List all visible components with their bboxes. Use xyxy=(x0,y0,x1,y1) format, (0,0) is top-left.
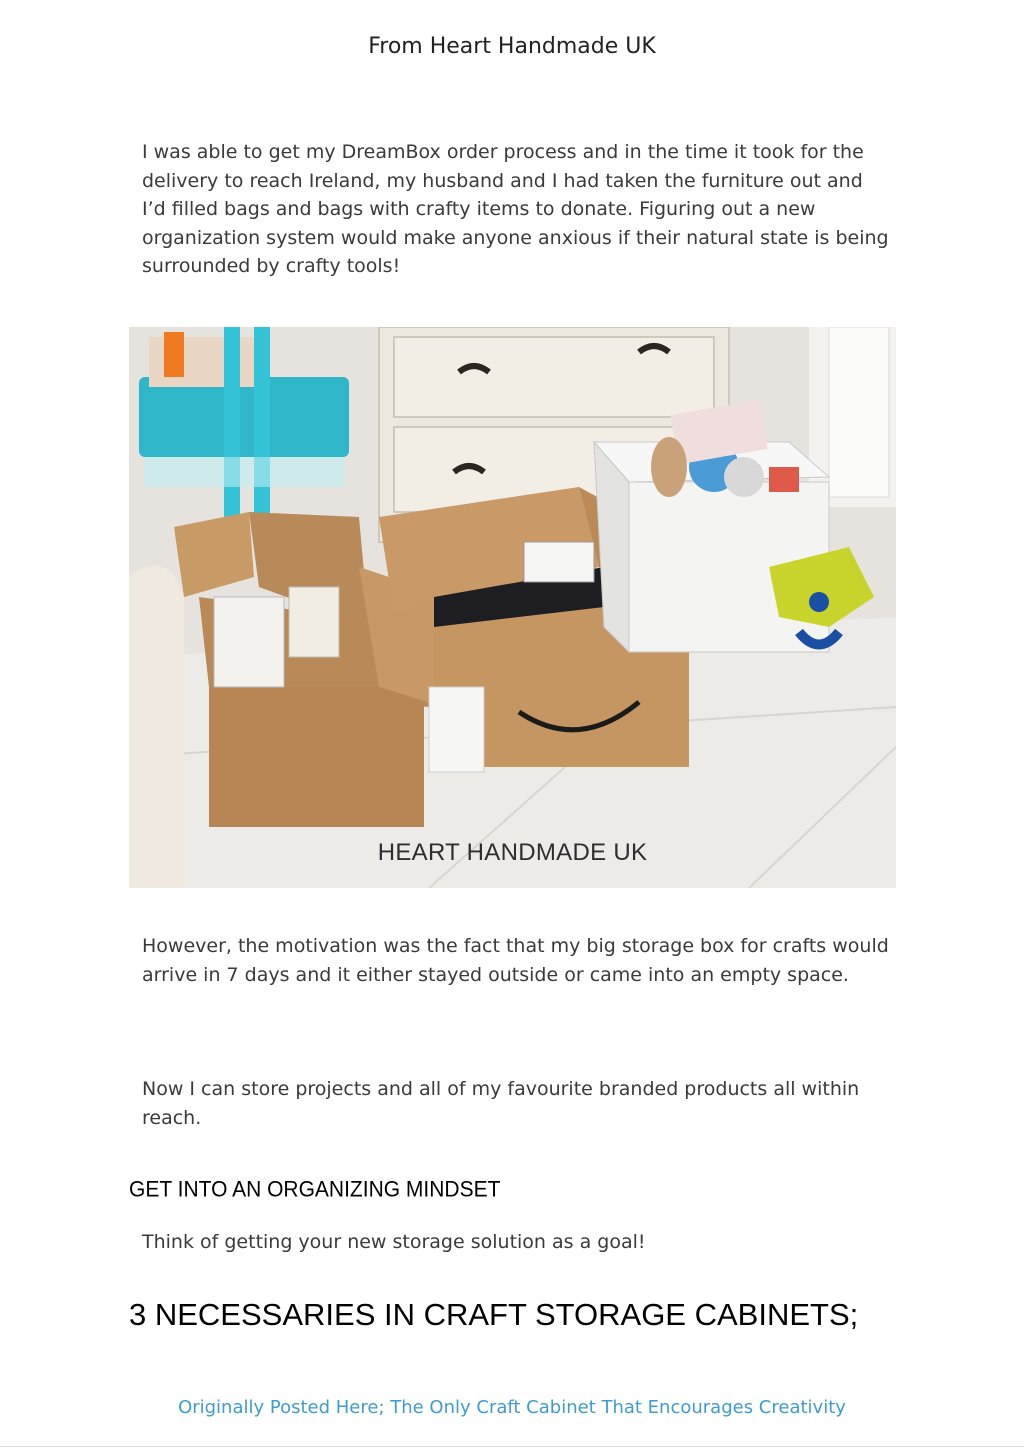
goal-paragraph: Think of getting your new storage solution as a goal! xyxy=(142,1231,646,1253)
organizing-mindset-heading: GET INTO AN ORGANIZING MINDSET xyxy=(129,1177,501,1202)
necessaries-heading: 3 NECESSARIES IN CRAFT STORAGE CABINETS; xyxy=(129,1297,859,1332)
store-projects-paragraph: Now I can store projects and all of my favourite branded products all within reach. xyxy=(142,1078,860,1129)
motivation-paragraph: However, the motivation was the fact that my big storage box for crafts would arrive in 7 days and it either stayed outside or came into an empty space. xyxy=(142,935,889,986)
footer-divider xyxy=(0,1446,1024,1447)
photo-watermark: HEART HANDMADE UK xyxy=(377,839,648,866)
craft-boxes-photo xyxy=(129,327,896,888)
page-header-title: From Heart Handmade UK xyxy=(368,34,656,59)
originally-posted-link[interactable]: Originally Posted Here; The Only Craft Cabinet That Encourages Creativity xyxy=(178,1397,846,1418)
intro-paragraph: I was able to get my DreamBox order process and in the time it took for the delivery to reach Ireland, my husband and I had taken the furniture out and I’d filled bags and bags with crafty items to donate. Figuring out a new organization system would make anyone anxious if their natural state is being surrounded by crafty tools! xyxy=(142,141,889,277)
